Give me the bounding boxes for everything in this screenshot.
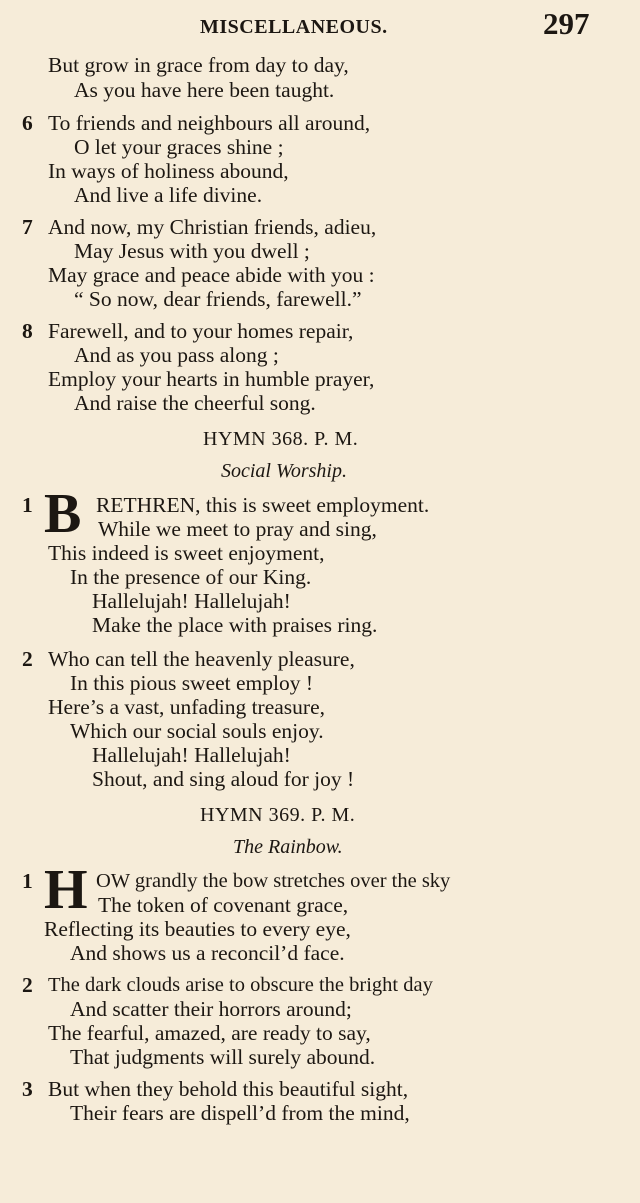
verse-line: In this pious sweet employ ! [70, 671, 314, 695]
running-header: MISCELLANEOUS. [200, 16, 388, 38]
verse-line: In the presence of our King. [70, 565, 312, 589]
verse-line: Here’s a vast, unfading treasure, [48, 695, 326, 719]
verse-number: 1 [22, 869, 33, 893]
verse-line: In ways of holiness abound, [48, 159, 289, 183]
verse-line: RETHREN, this is sweet employment. [96, 493, 430, 517]
verse-line: And as you pass along ; [74, 343, 279, 367]
verse-line: Their fears are dispell’d from the mind, [70, 1101, 410, 1125]
verse-line: The fearful, amazed, are ready to say, [48, 1021, 371, 1045]
verse-line: And now, my Christian friends, adieu, [48, 215, 377, 239]
verse-line: OW grandly the bow stretches over the sky [96, 870, 451, 892]
verse-line: The dark clouds arise to obscure the bright day [48, 974, 433, 996]
verse-number: 1 [22, 493, 33, 517]
verse-line: Shout, and sing aloud for joy ! [92, 767, 355, 791]
verse-line: The token of covenant grace, [98, 893, 349, 917]
verse-line: Make the place with praises ring. [92, 613, 378, 637]
verse-line: May Jesus with you dwell ; [74, 239, 310, 263]
hymn-subtitle: Social Worship. [221, 460, 347, 482]
verse-line: While we meet to pray and sing, [98, 517, 377, 541]
verse-line: Hallelujah! Hallelujah! [92, 589, 291, 613]
verse-line: But when they behold this beautiful sight, [48, 1077, 409, 1101]
verse-line: Hallelujah! Hallelujah! [92, 743, 291, 767]
page-number: 297 [543, 6, 590, 41]
verse-number: 6 [22, 111, 33, 135]
verse-line: Who can tell the heavenly pleasure, [48, 647, 355, 671]
verse-line: O let your graces shine ; [74, 135, 284, 159]
verse-line: Employ your hearts in humble prayer, [48, 367, 375, 391]
verse-line: But grow in grace from day to day, [48, 53, 349, 77]
verse-number: 3 [22, 1077, 33, 1101]
verse-number: 2 [22, 973, 33, 997]
verse-line: As you have here been taught. [74, 78, 335, 102]
verse-line: This indeed is sweet enjoyment, [48, 541, 325, 565]
hymn-subtitle: The Rainbow. [233, 836, 343, 858]
verse-line: May grace and peace abide with you : [48, 263, 375, 287]
verse-line: To friends and neighbours all around, [48, 111, 371, 135]
verse-line: And live a life divine. [74, 183, 263, 207]
verse-line: Farewell, and to your homes repair, [48, 319, 354, 343]
verse-line: Reflecting its beauties to every eye, [44, 917, 351, 941]
verse-line: Which our social souls enjoy. [70, 719, 324, 743]
verse-line: And raise the cheerful song. [74, 391, 316, 415]
hymn-title: HYMN 368. P. M. [203, 428, 359, 450]
verse-number: 7 [22, 215, 33, 239]
drop-cap: B [44, 483, 82, 545]
verse-line: And scatter their horrors around; [70, 997, 352, 1021]
drop-cap: H [44, 859, 88, 921]
hymn-title: HYMN 369. P. M. [200, 804, 356, 826]
verse-line: That judgments will surely abound. [70, 1045, 376, 1069]
verse-line: “ So now, dear friends, farewell.” [74, 287, 362, 311]
verse-line: And shows us a reconcil’d face. [70, 941, 345, 965]
verse-number: 8 [22, 319, 33, 343]
verse-number: 2 [22, 647, 33, 671]
